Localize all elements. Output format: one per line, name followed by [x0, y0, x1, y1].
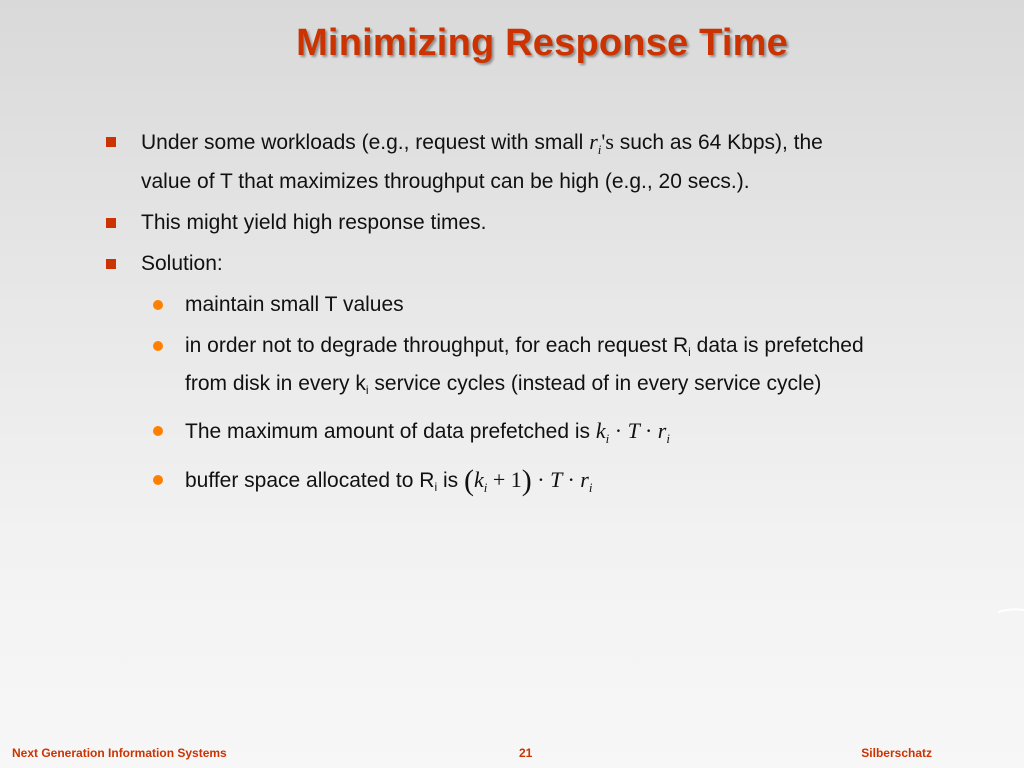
- footer-author: Silberschatz: [861, 746, 932, 760]
- bullet-text: data is prefetched from disk in every k: [185, 334, 864, 395]
- bullet-text: Solution:: [141, 252, 223, 275]
- math-r-i-s: [589, 129, 614, 157]
- math-var: T: [550, 467, 562, 492]
- math-paren: (: [463, 464, 474, 497]
- bullet-text: service cycles (instead of in every service cycle): [368, 372, 822, 395]
- math-var: r: [589, 129, 598, 154]
- footer-course-title: Next Generation Information Systems: [12, 746, 227, 760]
- footer-page-number: 21: [519, 746, 533, 760]
- square-bullet-icon: [106, 259, 116, 269]
- math-var: k: [473, 467, 484, 492]
- bullet-text: such as 64 Kbps), the value of T that maximizes throughput can be high (e.g., 20 secs.).: [141, 131, 823, 193]
- math-k-t-r: [595, 418, 670, 446]
- bullet-text: buffer space allocated to R: [185, 469, 435, 492]
- bullet-text: This might yield high response times.: [141, 211, 487, 234]
- bullet-text: Under some workloads (e.g., request with small: [141, 131, 590, 154]
- slide-title: Minimizing Response Time: [296, 22, 788, 64]
- decorative-swoosh-icon: [998, 608, 1024, 614]
- bullet-text: The maximum amount of data prefetched is: [185, 420, 596, 443]
- math-sub: i: [666, 431, 670, 446]
- subbullet-prefetch: [104, 330, 864, 406]
- subbullet-max-amount: [104, 415, 864, 455]
- math-var: T: [627, 418, 640, 443]
- slide-content: [104, 126, 864, 513]
- math-paren: ): [521, 464, 532, 497]
- math-dot: ·: [644, 418, 653, 443]
- math-var: r: [657, 418, 667, 443]
- math-sub: i: [605, 431, 610, 446]
- math-sub: i: [588, 480, 593, 495]
- round-bullet-icon: [153, 475, 163, 485]
- bullet-text: maintain small T values: [185, 293, 404, 316]
- square-bullet-icon: [106, 137, 116, 147]
- subscript: i: [365, 383, 369, 397]
- math-sub: i: [597, 142, 602, 157]
- math-plus-one: + 1: [487, 467, 522, 492]
- subscript: i: [688, 345, 691, 359]
- bullet-workloads: [104, 126, 864, 198]
- slide-footer: [0, 746, 1024, 764]
- bullet-response-times: [104, 207, 864, 239]
- round-bullet-icon: [153, 426, 163, 436]
- math-var: r: [580, 467, 589, 492]
- math-dot: ·: [614, 418, 623, 443]
- bullet-solution: [104, 248, 864, 280]
- round-bullet-icon: [153, 341, 163, 351]
- math-dot: ·: [537, 467, 545, 492]
- math-var: k: [595, 418, 606, 443]
- math-sub: i: [483, 480, 488, 495]
- subbullet-buffer-space: [104, 464, 864, 504]
- math-suffix: 's: [601, 129, 614, 154]
- bullet-text: is: [437, 469, 464, 492]
- subbullet-small-t: [104, 289, 864, 321]
- bullet-text: in order not to degrade throughput, for each request R: [185, 334, 689, 357]
- square-bullet-icon: [106, 218, 116, 228]
- subscript: i: [434, 480, 438, 494]
- round-bullet-icon: [153, 300, 163, 310]
- math-buffer-formula: [463, 464, 593, 497]
- math-dot: ·: [567, 467, 575, 492]
